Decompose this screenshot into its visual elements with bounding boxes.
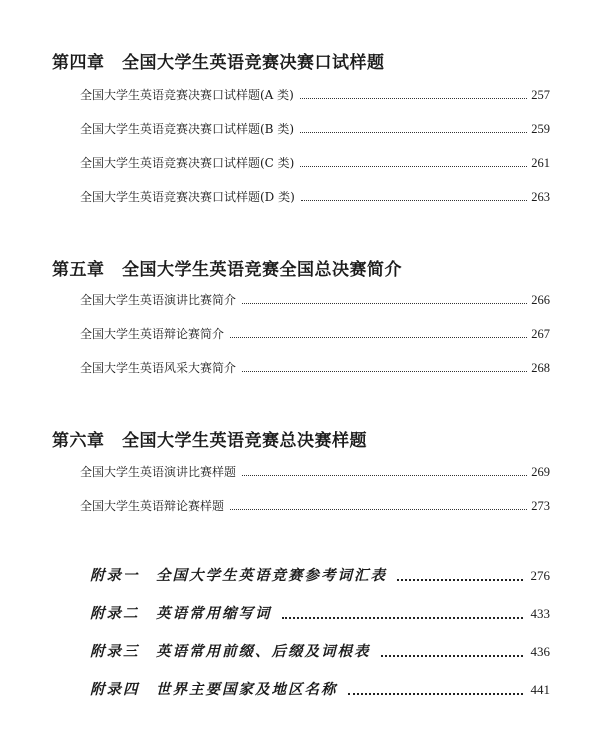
dot-leader	[242, 463, 527, 476]
toc-entry[interactable]	[80, 120, 550, 138]
chapter-title: 第四章 全国大学生英语竞赛决赛口试样题	[52, 53, 385, 73]
dot-leader	[381, 641, 523, 657]
appendix-label: 附录二 英语常用缩写词	[90, 605, 272, 622]
dot-leader	[282, 603, 523, 619]
dot-leader	[242, 291, 527, 304]
toc-entry[interactable]	[80, 188, 550, 206]
dot-leader	[242, 359, 527, 372]
appendix-page: 276	[530, 568, 550, 583]
toc-entry-page: 273	[531, 499, 550, 513]
appendix-label: 附录四 世界主要国家及地区名称	[90, 681, 338, 698]
appendix-entry[interactable]	[90, 679, 550, 701]
toc-entry[interactable]	[80, 86, 550, 104]
toc-entry-page: 266	[531, 293, 550, 307]
toc-entry-page: 259	[531, 122, 550, 136]
toc-entry-page: 267	[531, 327, 550, 341]
toc-entry-label: 全国大学生英语竞赛决赛口试样题(C 类)	[80, 156, 295, 170]
dot-leader	[397, 565, 523, 581]
appendix-entry[interactable]	[90, 603, 550, 625]
toc-entry-label: 全国大学生英语演讲比赛简介	[80, 293, 237, 307]
appendix-page: 441	[530, 682, 550, 697]
toc-entry-page: 263	[531, 190, 550, 204]
toc-entry-label: 全国大学生英语竞赛决赛口试样题(B 类)	[80, 122, 294, 136]
toc-entry[interactable]	[80, 497, 550, 515]
dot-leader	[230, 325, 527, 338]
dot-leader	[230, 497, 527, 510]
toc-entry-label: 全国大学生英语辩论赛简介	[80, 327, 225, 341]
toc-entry-label: 全国大学生英语辩论赛样题	[80, 499, 225, 513]
toc-entry-label: 全国大学生英语竞赛决赛口试样题(D 类)	[80, 190, 295, 204]
appendix-page: 436	[530, 644, 550, 659]
toc-entry-page: 257	[531, 88, 550, 102]
dot-leader	[301, 188, 527, 201]
dot-leader	[300, 120, 527, 133]
toc-entry[interactable]	[80, 463, 550, 481]
toc-entry-label: 全国大学生英语竞赛决赛口试样题(A 类)	[80, 88, 294, 102]
dot-leader	[348, 679, 523, 695]
toc-entry[interactable]	[80, 291, 550, 309]
toc-entry-label: 全国大学生英语演讲比赛样题	[80, 465, 237, 479]
toc-entry-page: 261	[531, 156, 550, 170]
appendix-entry[interactable]	[90, 565, 550, 587]
chapter-title: 第五章 全国大学生英语竞赛全国总决赛简介	[52, 260, 402, 280]
toc-entry-page: 268	[531, 361, 550, 375]
toc-entry[interactable]	[80, 325, 550, 343]
appendix-label: 附录三 英语常用前缀、后缀及词根表	[90, 643, 371, 660]
appendix-entry[interactable]	[90, 641, 550, 663]
appendix-label: 附录一 全国大学生英语竞赛参考词汇表	[90, 567, 387, 584]
appendix-page: 433	[530, 606, 550, 621]
toc-entry[interactable]	[80, 154, 550, 172]
dot-leader	[300, 154, 527, 167]
toc-entry-page: 269	[531, 465, 550, 479]
toc-entry[interactable]	[80, 359, 550, 377]
toc-entry-label: 全国大学生英语风采大赛简介	[80, 361, 237, 375]
dot-leader	[300, 86, 527, 99]
chapter-title: 第六章 全国大学生英语竞赛总决赛样题	[52, 431, 367, 451]
